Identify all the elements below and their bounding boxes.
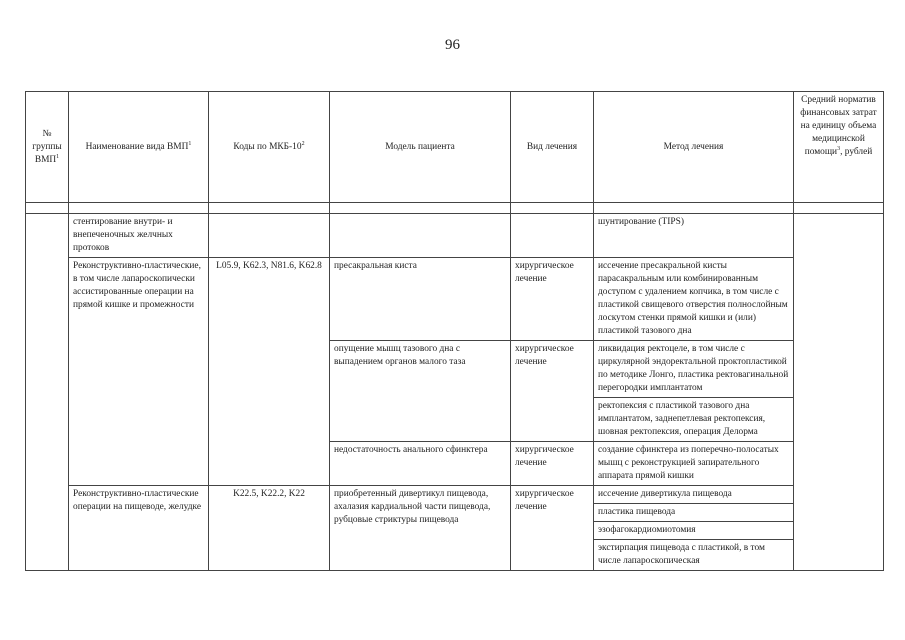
- vmp-table: [25, 91, 884, 571]
- model-cell: [330, 214, 511, 258]
- separator-row: [26, 203, 884, 214]
- name-cell: Реконструктивно-пластические операции на пищеводе, желудке: [69, 486, 209, 571]
- codes-cell: L05.9, K62.3, N81.6, K62.8: [209, 258, 330, 486]
- codes-cell: [209, 214, 330, 258]
- model-cell: пресакральная киста: [330, 258, 511, 341]
- header-model: Модель пациента: [330, 92, 511, 203]
- header-group-no: № группы ВМП$^1$: [26, 92, 69, 203]
- type-cell: хирургическое лечение: [511, 258, 594, 341]
- codes-cell: K22.5, K22.2, K22: [209, 486, 330, 571]
- method-cell: иссечение дивертикула пищевода: [594, 486, 794, 504]
- method-cell: пластика пищевода: [594, 504, 794, 522]
- method-cell: ректопексия с пластикой тазового дна имплантатом, заднепетлевая ректопексия, шовная ректопексия, операция Делорма: [594, 398, 794, 442]
- page-number: 96: [445, 37, 460, 53]
- header-method: Метод лечения: [594, 92, 794, 203]
- method-cell: эзофагокардиомиотомия: [594, 522, 794, 540]
- type-cell: хирургическое лечение: [511, 442, 594, 486]
- cost-cell: [794, 214, 884, 571]
- name-cell: Реконструктивно-пластические, в том числе лапароскопически ассистированные операции на прямой кишке и промежности: [69, 258, 209, 486]
- method-cell: создание сфинктера из поперечно-полосатых мышц с реконструкцией запирательного аппарата прямой кишки: [594, 442, 794, 486]
- method-cell: шунтирование (TIPS): [594, 214, 794, 258]
- table-row: [26, 486, 884, 504]
- header-name: Наименование вида ВМП$^1$: [69, 92, 209, 203]
- method-cell: экстирпация пищевода с пластикой, в том числе лапароскопическая: [594, 540, 794, 571]
- model-cell: опущение мышц тазового дна с выпадением органов малого таза: [330, 341, 511, 442]
- method-cell: иссечение пресакральной кисты парасакральным или комбинированным доступом с удалением копчика, в том числе с пластикой свищевого отверстия полнослойным лоскутом стенки прямой кишки и (или) пластикой тазового дна: [594, 258, 794, 341]
- model-cell: недостаточность анального сфинктера: [330, 442, 511, 486]
- type-cell: [511, 214, 594, 258]
- table-row: [26, 214, 884, 258]
- method-cell: ликвидация ректоцеле, в том числе с циркулярной эндоректальной проктопластикой по методике Лонго, пластика ректовагинальной перегородки имплантатом: [594, 341, 794, 398]
- header-codes: Коды по МКБ-$10^2$: [209, 92, 330, 203]
- table-row: [26, 258, 884, 341]
- type-cell: хирургическое лечение: [511, 486, 594, 571]
- table-header-row: [26, 92, 884, 203]
- header-treatment-type: Вид лечения: [511, 92, 594, 203]
- group-no-cell: [26, 214, 69, 571]
- name-cell: стентирование внутри- и внепеченочных желчных протоков: [69, 214, 209, 258]
- header-cost: Средний норматив финансовых затрат на единицу объема медицинской помощи$^3$, рублей: [794, 92, 884, 203]
- type-cell: хирургическое лечение: [511, 341, 594, 442]
- model-cell: приобретенный дивертикул пищевода, ахалазия кардиальной части пищевода, рубцовые стриктуры пищевода: [330, 486, 511, 571]
